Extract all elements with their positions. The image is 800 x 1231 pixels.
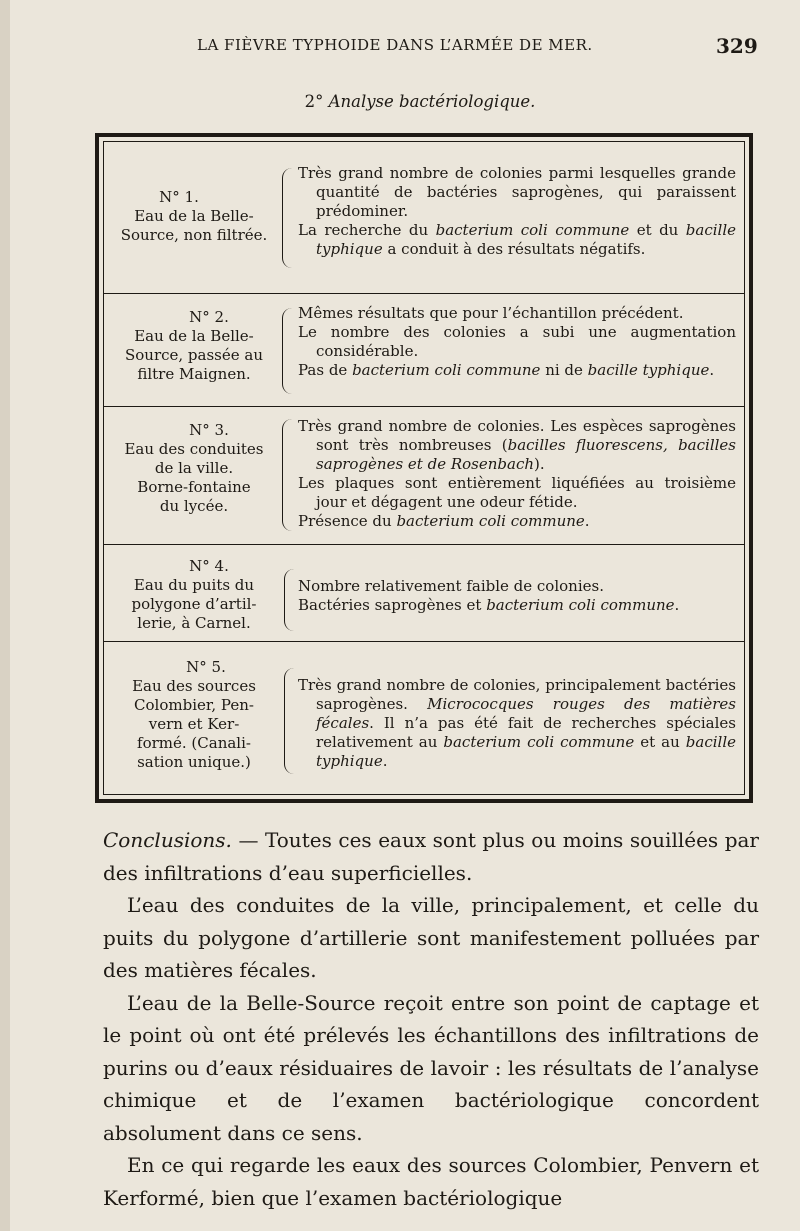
result-line: Très grand nombre de colonies, principalement bactéries saprogènes. Micrococques rouges des matières fécales. Il n’a pas été fait de recherches spéciales relativement au bacterium coli commune et au bacille typhique. [298, 676, 737, 770]
sample-line: Colombier, Pen- [134, 696, 254, 714]
sample-cell [114, 188, 274, 245]
running-header [0, 34, 800, 64]
paragraph: Conclusions. — Toutes ces eaux sont plus ou moins souillées par des infiltrations d’eau superficielles. [103, 828, 759, 885]
result-line: Très grand nombre de colonies. Les espèces saprogènes sont très nombreuses (bacilles fluorescens, bacilles saprogènes et de Rosenbach). [298, 417, 736, 473]
sample-line: filtre Maignen. [137, 365, 251, 383]
brace [284, 569, 295, 631]
sample-line: Eau des sources [132, 677, 256, 695]
sample-cell [114, 658, 274, 772]
sample-line: du lycée. [159, 497, 229, 515]
sample-line: sation unique.) [137, 753, 251, 771]
results-cell [298, 577, 736, 615]
sample-line: Eau de la Belle- [134, 327, 254, 345]
sample-line: Eau du puits du [133, 576, 255, 594]
result-line: Bactéries saprogènes et bacterium coli commune. [298, 596, 680, 614]
table-row [104, 294, 744, 406]
paragraph: En ce qui regarde les eaux des sources Colombier, Penvern et Kerformé, bien que l’examen bactériologique [103, 1153, 759, 1210]
sample-id: N° 4. [189, 557, 229, 575]
sample-line: Eau des conduites [124, 440, 264, 458]
sample-line: lerie, à Carnel. [137, 614, 251, 632]
paragraph: L’eau de la Belle-Source reçoit entre son point de captage et le point où ont été prélevés les échantillons des infiltrations de purins ou d’eaux résiduaires de lavoir : les résultats de l’analyse chimique et de l’examen bactériologique concordent absolument dans ce sens. [103, 990, 759, 1145]
section-title [0, 92, 800, 111]
conclusions-heading: Conclusions. [103, 828, 232, 852]
sample-line: Source, non filtrée. [120, 226, 268, 244]
table-row [104, 642, 744, 798]
table-row [104, 545, 744, 641]
results-cell [298, 304, 736, 380]
table-row [104, 142, 744, 284]
result-line: Très grand nombre de colonies parmi lesquelles grande quantité de bactéries saprogènes, qui paraissent prédominer. [298, 164, 736, 220]
sample-id: N° 3. [189, 421, 229, 439]
result-line: Mêmes résultats que pour l’échantillon précédent. [298, 304, 684, 322]
result-line: Le nombre des colonies a subi une augmentation considérable. [298, 323, 736, 360]
results-cell [298, 417, 736, 531]
sample-line: Eau de la Belle- [134, 207, 254, 225]
brace [284, 668, 295, 774]
sample-line: Source, passée au [124, 346, 264, 364]
results-cell [298, 164, 736, 259]
section-title-text: Analyse bactériologique. [328, 92, 536, 111]
results-cell [298, 676, 736, 771]
result-line: Pas de bacterium coli commune ni de bacille typhique. [298, 361, 715, 379]
sample-line: de la ville. [154, 459, 234, 477]
sample-cell [114, 557, 274, 633]
sample-line: polygone d’artil- [131, 595, 257, 613]
sample-line: formé. (Canali- [137, 734, 251, 752]
sample-line: vern et Ker- [148, 715, 240, 733]
paragraph: L’eau des conduites de la ville, principalement, et celle du puits du polygone d’artillerie sont manifestement polluées par des matières fécales. [103, 893, 759, 982]
brace [282, 419, 293, 531]
sample-cell [114, 308, 274, 384]
analysis-table [95, 133, 753, 803]
result-line: La recherche du bacterium coli commune et du bacille typhique a conduit à des résultats négatifs. [298, 221, 736, 258]
result-line: Nombre relativement faible de colonies. [298, 577, 604, 595]
section-number: 2° [304, 92, 324, 111]
sample-cell [114, 421, 274, 516]
sample-id: N° 1. [159, 188, 199, 206]
running-title: LA FIÈVRE TYPHOIDE DANS L’ARMÉE DE MER. [197, 36, 593, 54]
result-line: Présence du bacterium coli commune. [298, 512, 590, 530]
page-edge [0, 0, 10, 1231]
sample-id: N° 2. [189, 308, 229, 326]
page-number: 329 [716, 34, 758, 58]
analysis-table-inner [103, 141, 745, 795]
sample-id: N° 5. [186, 658, 226, 676]
body-text [103, 824, 759, 1214]
brace [282, 168, 293, 268]
sample-line: Borne-fontaine [137, 478, 251, 496]
result-line: Les plaques sont entièrement liquéfiées au troisième jour et dégagent une odeur fétide. [298, 474, 736, 511]
brace [282, 308, 293, 394]
table-row [104, 407, 744, 543]
